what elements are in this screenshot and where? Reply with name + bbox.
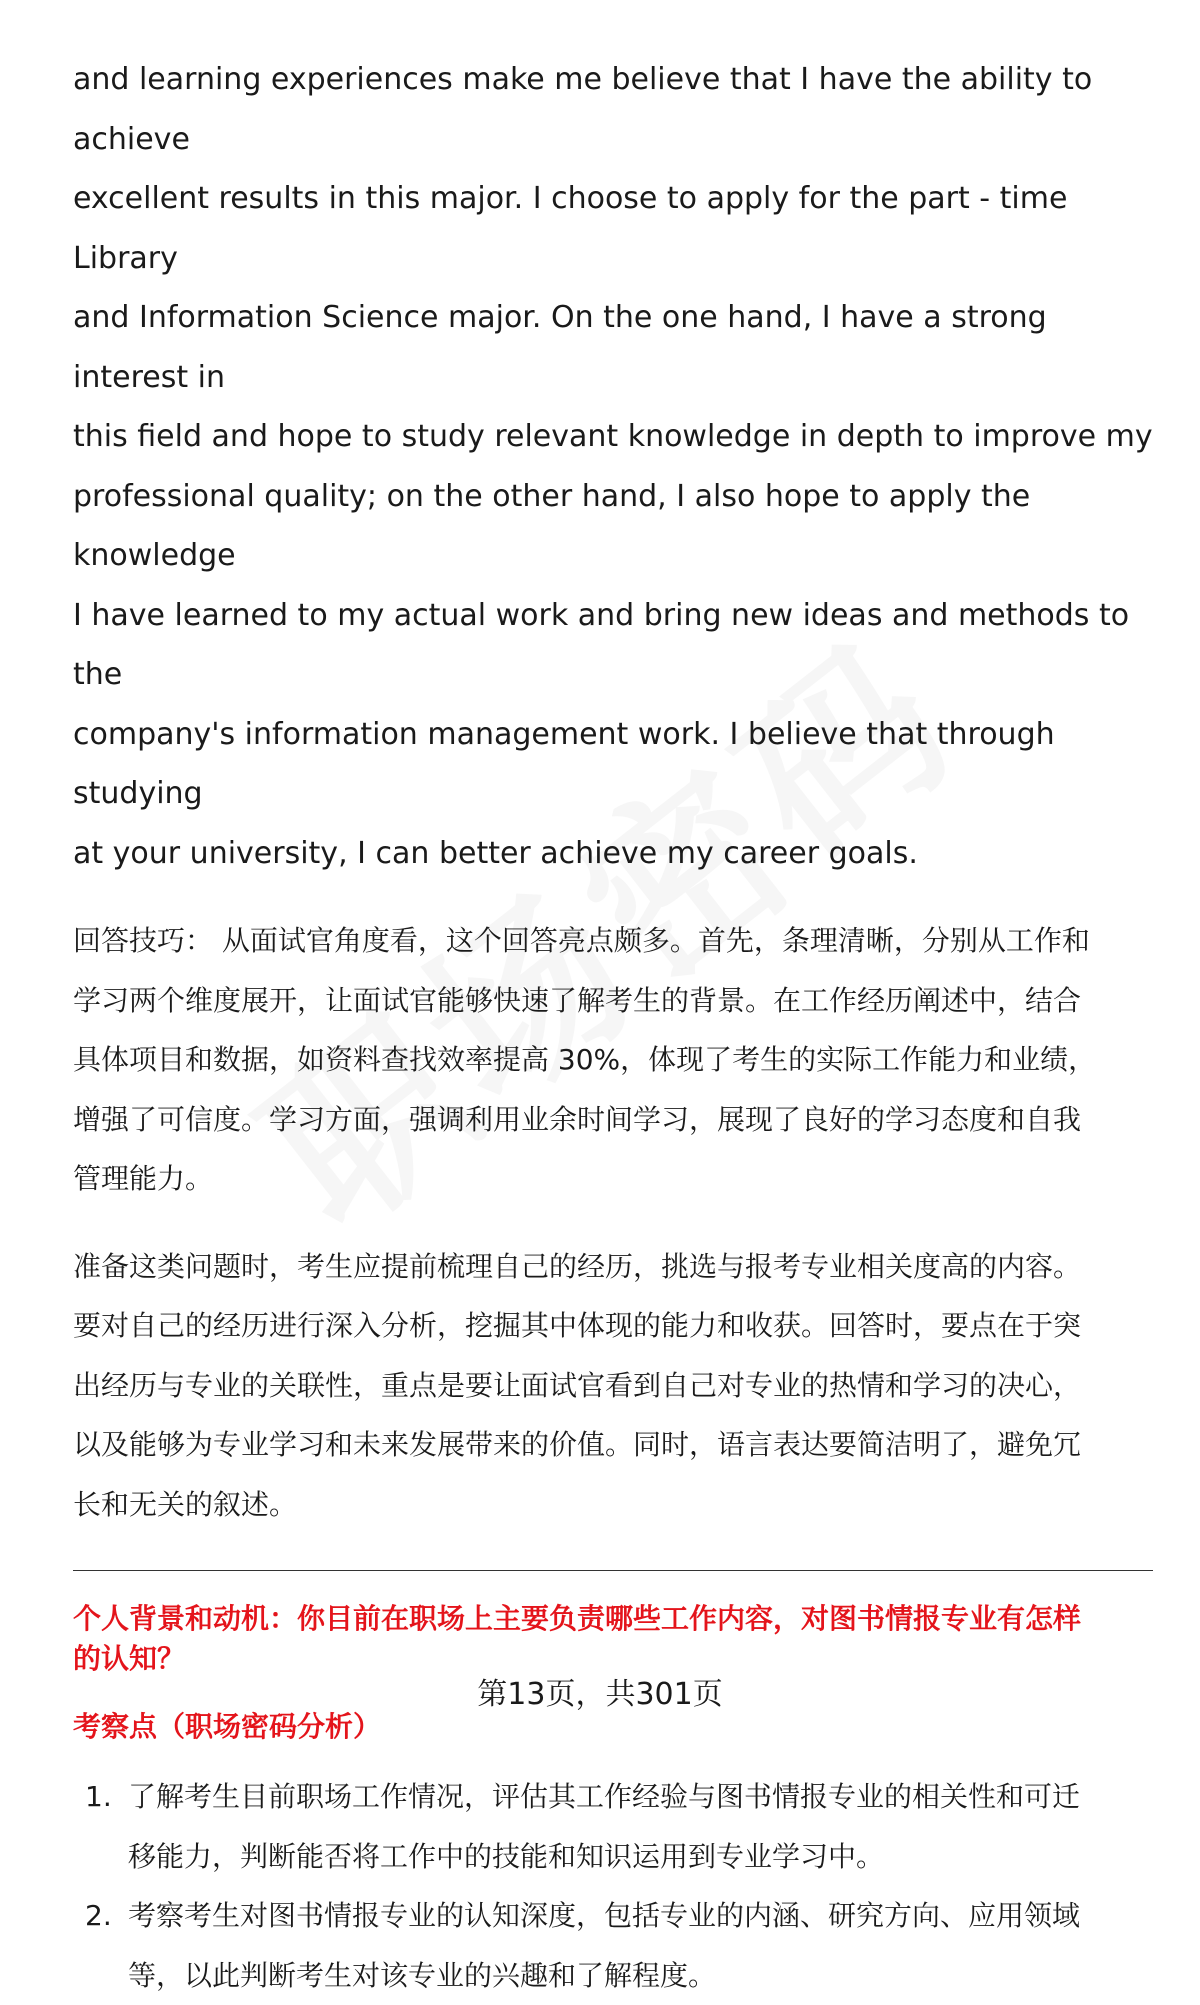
assessment-points-list bbox=[73, 1767, 1153, 2005]
text-line: 准备这类问题时，考生应提前梳理自己的经历，挑选与报考专业相关度高的内容。 bbox=[73, 1237, 1153, 1297]
section-title: 考察点（职场密码分析） bbox=[73, 1707, 1153, 1747]
list-item bbox=[73, 1767, 1153, 1886]
preparation-paragraph bbox=[73, 1237, 1153, 1535]
text-line: company's information management work. I believe that through studying bbox=[73, 705, 1153, 824]
text-line: 学习两个维度展开，让面试官能够快速了解考生的背景。在工作经历阐述中，结合 bbox=[73, 971, 1153, 1031]
section-divider bbox=[73, 1570, 1153, 1571]
text-line: this field and hope to study relevant knowledge in depth to improve my bbox=[73, 407, 1153, 467]
text-line: 了解考生目前职场工作情况，评估其工作经验与图书情报专业的相关性和可迁 bbox=[128, 1767, 1153, 1827]
list-number: 1. bbox=[85, 1767, 112, 1827]
text-line: and Information Science major. On the one hand, I have a strong interest in bbox=[73, 288, 1153, 407]
text-line: 以及能够为专业学习和未来发展带来的价值。同时，语言表达要简洁明了，避免冗 bbox=[73, 1415, 1153, 1475]
text-line: I have learned to my actual work and bring new ideas and methods to the bbox=[73, 586, 1153, 705]
text-line: 要对自己的经历进行深入分析，挖掘其中体现的能力和收获。回答时，要点在于突 bbox=[73, 1296, 1153, 1356]
text-line: 增强了可信度。学习方面，强调利用业余时间学习，展现了良好的学习态度和自我 bbox=[73, 1090, 1153, 1150]
text-line: and learning experiences make me believe that I have the ability to achieve bbox=[73, 50, 1153, 169]
list-item bbox=[73, 1886, 1153, 2005]
text-line: 的认知？ bbox=[73, 1639, 1153, 1679]
text-line: 管理能力。 bbox=[73, 1149, 1153, 1209]
text-line: 个人背景和动机：你目前在职场上主要负责哪些工作内容，对图书情报专业有怎样 bbox=[73, 1599, 1153, 1639]
text-line: at your university, I can better achieve my career goals. bbox=[73, 824, 1153, 884]
text-line: professional quality; on the other hand, I also hope to apply the knowledge bbox=[73, 467, 1153, 586]
text-line: 等，以此判断考生对该专业的兴趣和了解程度。 bbox=[128, 1946, 1153, 2005]
question-heading bbox=[73, 1599, 1153, 1679]
text-line: 回答技巧： 从面试官角度看，这个回答亮点颇多。首先，条理清晰，分别从工作和 bbox=[73, 911, 1153, 971]
answer-tips-paragraph bbox=[73, 911, 1153, 1209]
text-line: 具体项目和数据，如资料查找效率提高 30%，体现了考生的实际工作能力和业绩， bbox=[73, 1030, 1153, 1090]
text-line: excellent results in this major. I choose to apply for the part - time Library bbox=[73, 169, 1153, 288]
text-line: 考察考生对图书情报专业的认知深度，包括专业的内涵、研究方向、应用领域 bbox=[128, 1886, 1153, 1946]
text-line: 移能力，判断能否将工作中的技能和知识运用到专业学习中。 bbox=[128, 1827, 1153, 1887]
list-number: 2. bbox=[85, 1886, 112, 1946]
english-answer-paragraph bbox=[73, 50, 1153, 883]
text-line: 长和无关的叙述。 bbox=[73, 1475, 1153, 1535]
text-line: 出经历与专业的关联性，重点是要让面试官看到自己对专业的热情和学习的决心， bbox=[73, 1356, 1153, 1416]
page-number-footer: 第13页，共301页 bbox=[0, 1675, 1200, 1715]
